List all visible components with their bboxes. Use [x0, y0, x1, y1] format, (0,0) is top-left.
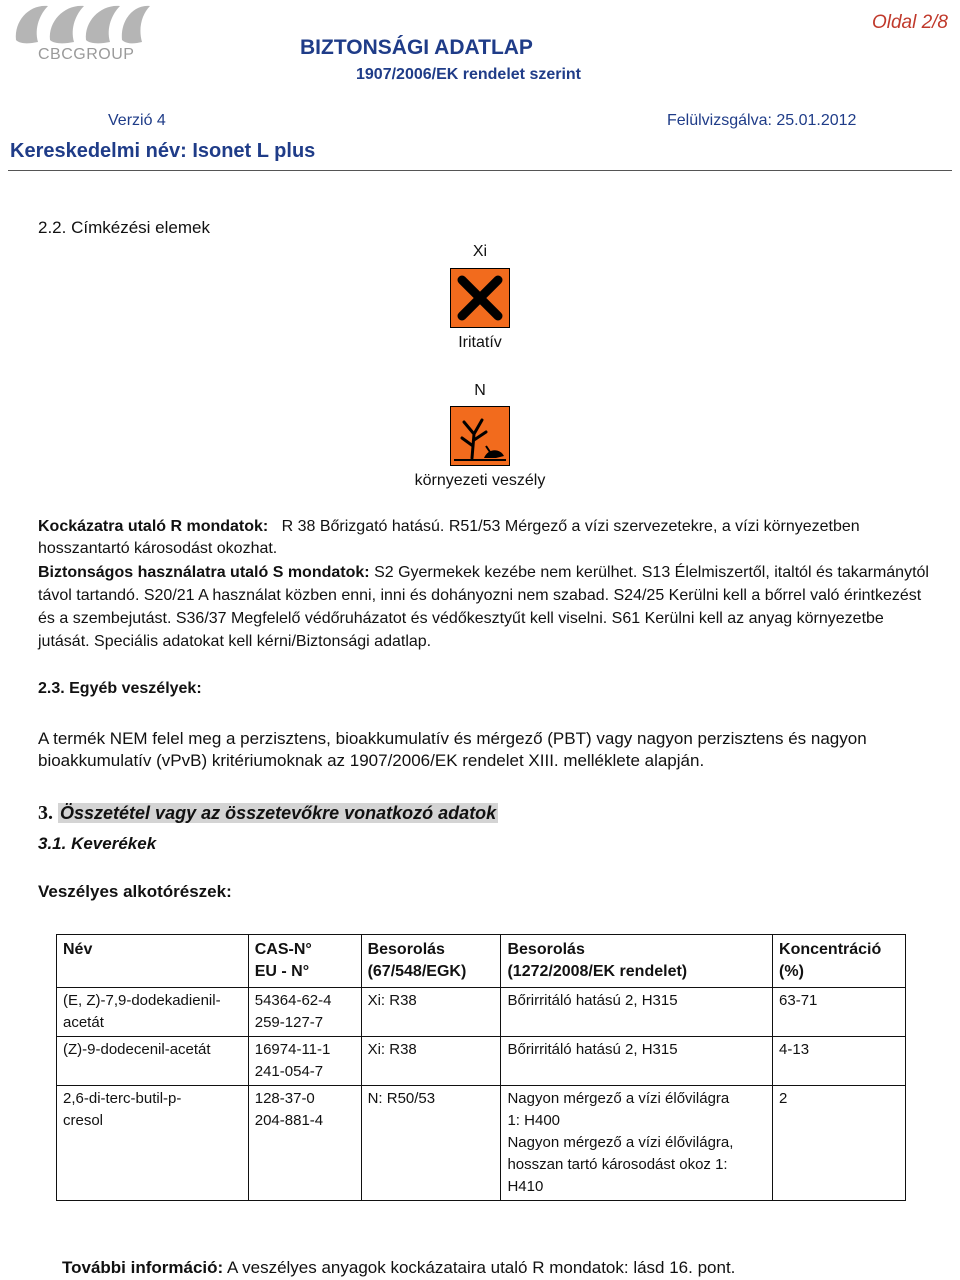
section-3-number: 3. — [38, 802, 53, 824]
section-2-3-heading: 2.3. Egyéb veszélyek: — [38, 680, 202, 697]
table-cell: Bőrirritáló hatású 2, H315 — [501, 1037, 773, 1086]
table-cell: 128-37-0 204-881-4 — [248, 1086, 361, 1201]
further-information-text: A veszélyes anyagok kockázataira utaló R mondatok: lásd 16. pont. — [223, 1258, 736, 1277]
section-3-title: Összetétel vagy az összetevőkre vonatkozó adatok — [60, 803, 497, 823]
table-cell: Xi: R38 — [361, 1037, 501, 1086]
section-2-3-text: A termék NEM felel meg a perzisztens, bioakkumulatív és mérgező (PBT) vagy nagyon perzisztens és nagyon bioakkumulatív (vPvB) kritériumoknak az 1907/2006/EK rendelet XIII. melléklete alapján. — [38, 729, 867, 770]
document-subtitle: 1907/2006/EK rendelet szerint — [356, 66, 582, 83]
section-2-2-heading: 2.2. Címkézési elemek — [38, 218, 210, 237]
pictogram-xi-label: Iritatív — [458, 334, 502, 351]
table-header-cell: Név — [57, 935, 249, 988]
table-header-cell: Besorolás (67/548/EGK) — [361, 935, 501, 988]
table-cell: N: R50/53 — [361, 1086, 501, 1201]
table-cell: 2,6-di-terc-butil-p- cresol — [57, 1086, 249, 1201]
table-cell: 2 — [773, 1086, 906, 1201]
table-header-row — [57, 935, 906, 988]
table-cell: Bőrirritáló hatású 2, H315 — [501, 988, 773, 1037]
pictogram-n-code: N — [474, 382, 486, 399]
hazardous-components-label: Veszélyes alkotórészek: — [38, 882, 232, 901]
table-cell: 54364-62-4 259-127-7 — [248, 988, 361, 1037]
environment-hazard-icon — [450, 406, 510, 466]
s-phrases-text: S2 Gyermekek kezébe nem kerülhet. S13 Élelmiszertől, italtól és takarmánytól távol tartandó. S20/21 A használat közben enni, inni és dohányozni nem szabad. S24/25 Kerülni kell a bőrrel való érintkezést és a szembejutást. S36/37 Megfelelő védőruházatot és védőkesztyűt kell viselni. S61 Kerülni kell az anyag környezetbe jutását. Speciális adatokat kell kérni/Biztonsági adatlap. — [38, 564, 929, 650]
table-cell: (E, Z)-7,9-dodekadienil- acetát — [57, 988, 249, 1037]
version-label: Verzió 4 — [108, 112, 166, 129]
pictogram-n-label: környezeti veszély — [414, 472, 546, 489]
trade-name: Kereskedelmi név: Isonet L plus — [10, 140, 316, 162]
revision-date: Felülvizsgálva: 25.01.2012 — [667, 112, 857, 129]
components-table — [56, 934, 906, 1201]
section-3-1-heading: 3.1. Keverékek — [38, 834, 157, 853]
irritant-icon — [450, 268, 510, 328]
table-row — [57, 1086, 906, 1201]
table-cell: 16974-11-1 241-054-7 — [248, 1037, 361, 1086]
table-row — [57, 988, 906, 1037]
table-header-cell: Besorolás (1272/2008/EK rendelet) — [501, 935, 773, 988]
table-header-cell: Koncentráció (%) — [773, 935, 906, 988]
table-cell: Xi: R38 — [361, 988, 501, 1037]
header-divider — [8, 170, 952, 171]
table-cell: 63-71 — [773, 988, 906, 1037]
logo-wordmark: CBCGROUP — [38, 46, 135, 63]
table-cell: Nagyon mérgező a vízi élővilágra 1: H400 Nagyon mérgező a vízi élővilágra, hosszan tartó károsodást okoz 1: H410 — [501, 1086, 773, 1201]
table-cell: 4-13 — [773, 1037, 906, 1086]
s-phrases — [38, 561, 938, 653]
page-number: Oldal 2/8 — [871, 12, 948, 33]
further-information-label: További információ: — [62, 1258, 224, 1277]
table-header-cell: CAS-N° EU - N° — [248, 935, 361, 988]
document-title: BIZTONSÁGI ADATLAP — [300, 36, 533, 59]
table-row — [57, 1037, 906, 1086]
further-information — [62, 1258, 735, 1278]
section-3-heading — [38, 802, 498, 825]
table-cell: (Z)-9-dodecenil-acetát — [57, 1037, 249, 1086]
r-phrases — [38, 516, 918, 560]
r-phrases-text: R 38 Bőrizgató hatású. R51/53 Mérgező a vízi szervezetekre, a vízi környezetben hosszantartó károsodást okozhat. — [38, 518, 860, 557]
s-phrases-label: Biztonságos használatra utaló S mondatok: — [38, 564, 370, 581]
r-phrases-label: Kockázatra utaló R mondatok: — [38, 518, 269, 535]
pictogram-xi-code: Xi — [472, 243, 488, 260]
